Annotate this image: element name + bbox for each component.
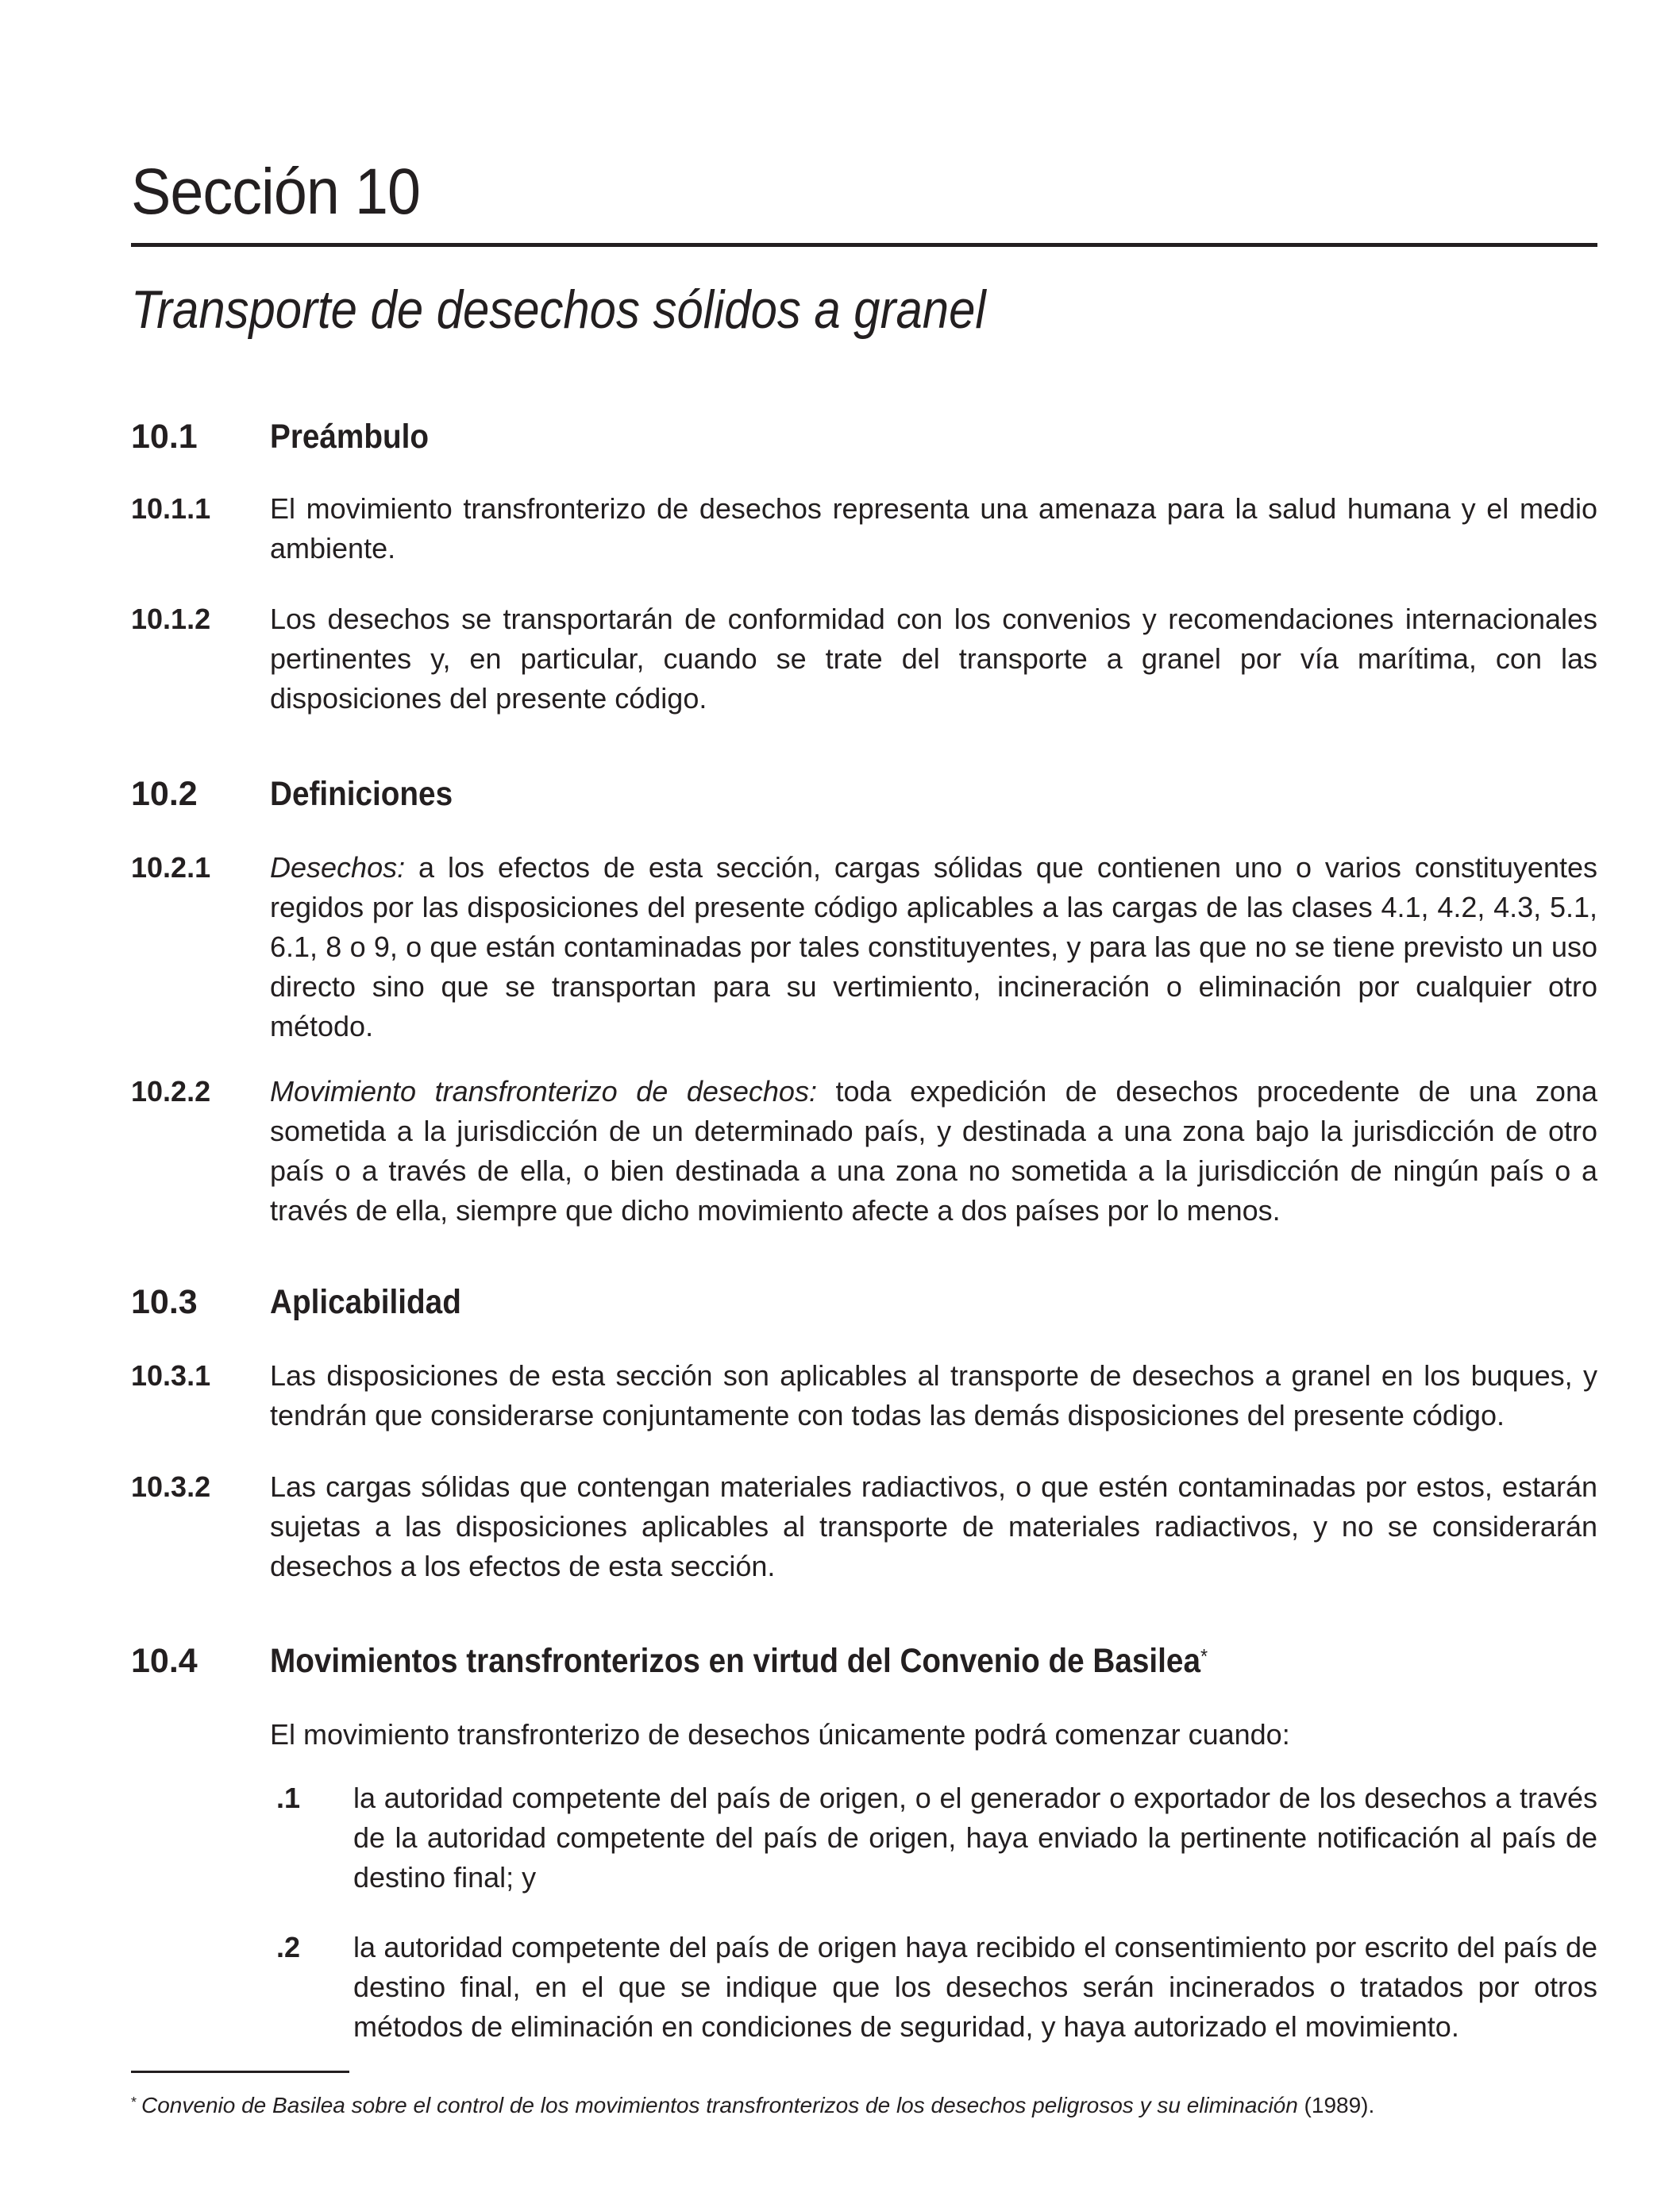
heading-title: Preámbulo (270, 418, 430, 456)
heading-title: Aplicabilidad (270, 1283, 461, 1321)
footnote (131, 2090, 1374, 2121)
heading-number: 10.4 (131, 1642, 198, 1680)
footnote-divider (131, 2071, 349, 2073)
paragraph-10-3-1 (131, 1356, 1597, 1435)
item-number: .2 (276, 1931, 301, 1963)
paragraph-number: 10.2.1 (131, 851, 211, 884)
paragraph-number: 10.1.2 (131, 603, 211, 635)
lead-text: El movimiento transfronterizo de desechos únicamente podrá comenzar cuando: (270, 1718, 1290, 1751)
defined-term: Movimiento transfronterizo de desechos: (270, 1075, 817, 1108)
heading-title: Definiciones (270, 775, 453, 813)
paragraph-number: 10.1.1 (131, 492, 211, 525)
definition-text: toda expedición de desechos procedente de una zona sometida a la jurisdicción de un determinado país, y destinada a una zona bajo la jurisdicción de otro país o a través de ella, o bien destinada a una zona no sometida a la jurisdicción de ningún país o a través de ella, siempre que dicho movimiento afecte a dos países por lo menos. (270, 1075, 1597, 1227)
paragraph-10-4-lead (131, 1715, 1597, 1755)
footnote-text: Convenio de Basilea sobre el control de los movimientos transfronterizos de los desechos peligrosos y su eliminación (141, 2093, 1298, 2117)
footnote-year: (1989). (1297, 2093, 1375, 2117)
list-item-1 (270, 1778, 1597, 1898)
paragraph-text (270, 848, 1597, 1046)
heading-number: 10.3 (131, 1283, 198, 1321)
definition-text: a los efectos de esta sección, cargas sólidas que contienen uno o varios constituyentes regidos por las disposiciones del presente código aplicables a las cargas de las clases 4.1, 4.2, 4.3, 5.1, 6.1, 8 o 9, o que están contaminadas por tales constituyentes, y para las que no se tiene previsto un uso directo sino que se transportan para su vertimiento, incineración o eliminación por cualquier otro método. (270, 851, 1597, 1042)
item-text: la autoridad competente del país de origen, o el generador o exportador de los desechos a través de la autoridad competente del país de origen, haya enviado la pertinente notificación al país de destino final; y (353, 1782, 1597, 1894)
paragraph-10-1-2 (131, 599, 1597, 719)
footnote-marker[interactable]: * (1200, 1644, 1208, 1668)
paragraph-text: Los desechos se transportarán de conformidad con los convenios y recomendaciones internacionales pertinentes y, en particular, cuando se trate del transporte a granel por vía marítima, con las disposiciones del presente código. (270, 603, 1597, 715)
paragraph-10-1-1 (131, 489, 1597, 568)
section-label: Sección 10 (131, 156, 421, 228)
item-text: la autoridad competente del país de origen haya recibido el consentimiento por escrito del país de destino final, en el que se indique que los desechos serán incinerados o tratados por otros métodos de eliminación en condiciones de seguridad, y haya autorizado el movimiento. (353, 1931, 1597, 2043)
paragraph-text (270, 1072, 1597, 1231)
paragraph-number: 10.3.1 (131, 1359, 211, 1392)
heading-title: Movimientos transfronterizos en virtud del Convenio de Basilea* (270, 1642, 1208, 1680)
title-divider (131, 243, 1597, 247)
paragraph-10-3-2 (131, 1467, 1597, 1586)
paragraph-text: Las cargas sólidas que contengan materiales radiactivos, o que estén contaminadas por estos, estarán sujetas a las disposiciones aplicables al transporte de materiales radiactivos, y no se considerarán desechos a los efectos de esta sección. (270, 1470, 1597, 1582)
heading-number: 10.1 (131, 418, 198, 456)
paragraph-number: 10.3.2 (131, 1470, 211, 1503)
list-item-2 (270, 1928, 1597, 2047)
defined-term: Desechos: (270, 851, 406, 884)
paragraph-10-2-2 (131, 1072, 1597, 1231)
paragraph-10-2-1 (131, 848, 1597, 1046)
heading-number: 10.2 (131, 775, 198, 813)
paragraph-number: 10.2.2 (131, 1075, 211, 1108)
item-number: .1 (276, 1782, 301, 1814)
paragraph-text: Las disposiciones de esta sección son aplicables al transporte de desechos a granel en los buques, y tendrán que considerarse conjuntamente con todas las demás disposiciones del presente código. (270, 1359, 1597, 1431)
footnote-marker: * (131, 2094, 137, 2110)
paragraph-text: El movimiento transfronterizo de desechos representa una amenaza para la salud humana y el medio ambiente. (270, 492, 1597, 564)
section-subtitle: Transporte de desechos sólidos a granel (131, 279, 986, 340)
